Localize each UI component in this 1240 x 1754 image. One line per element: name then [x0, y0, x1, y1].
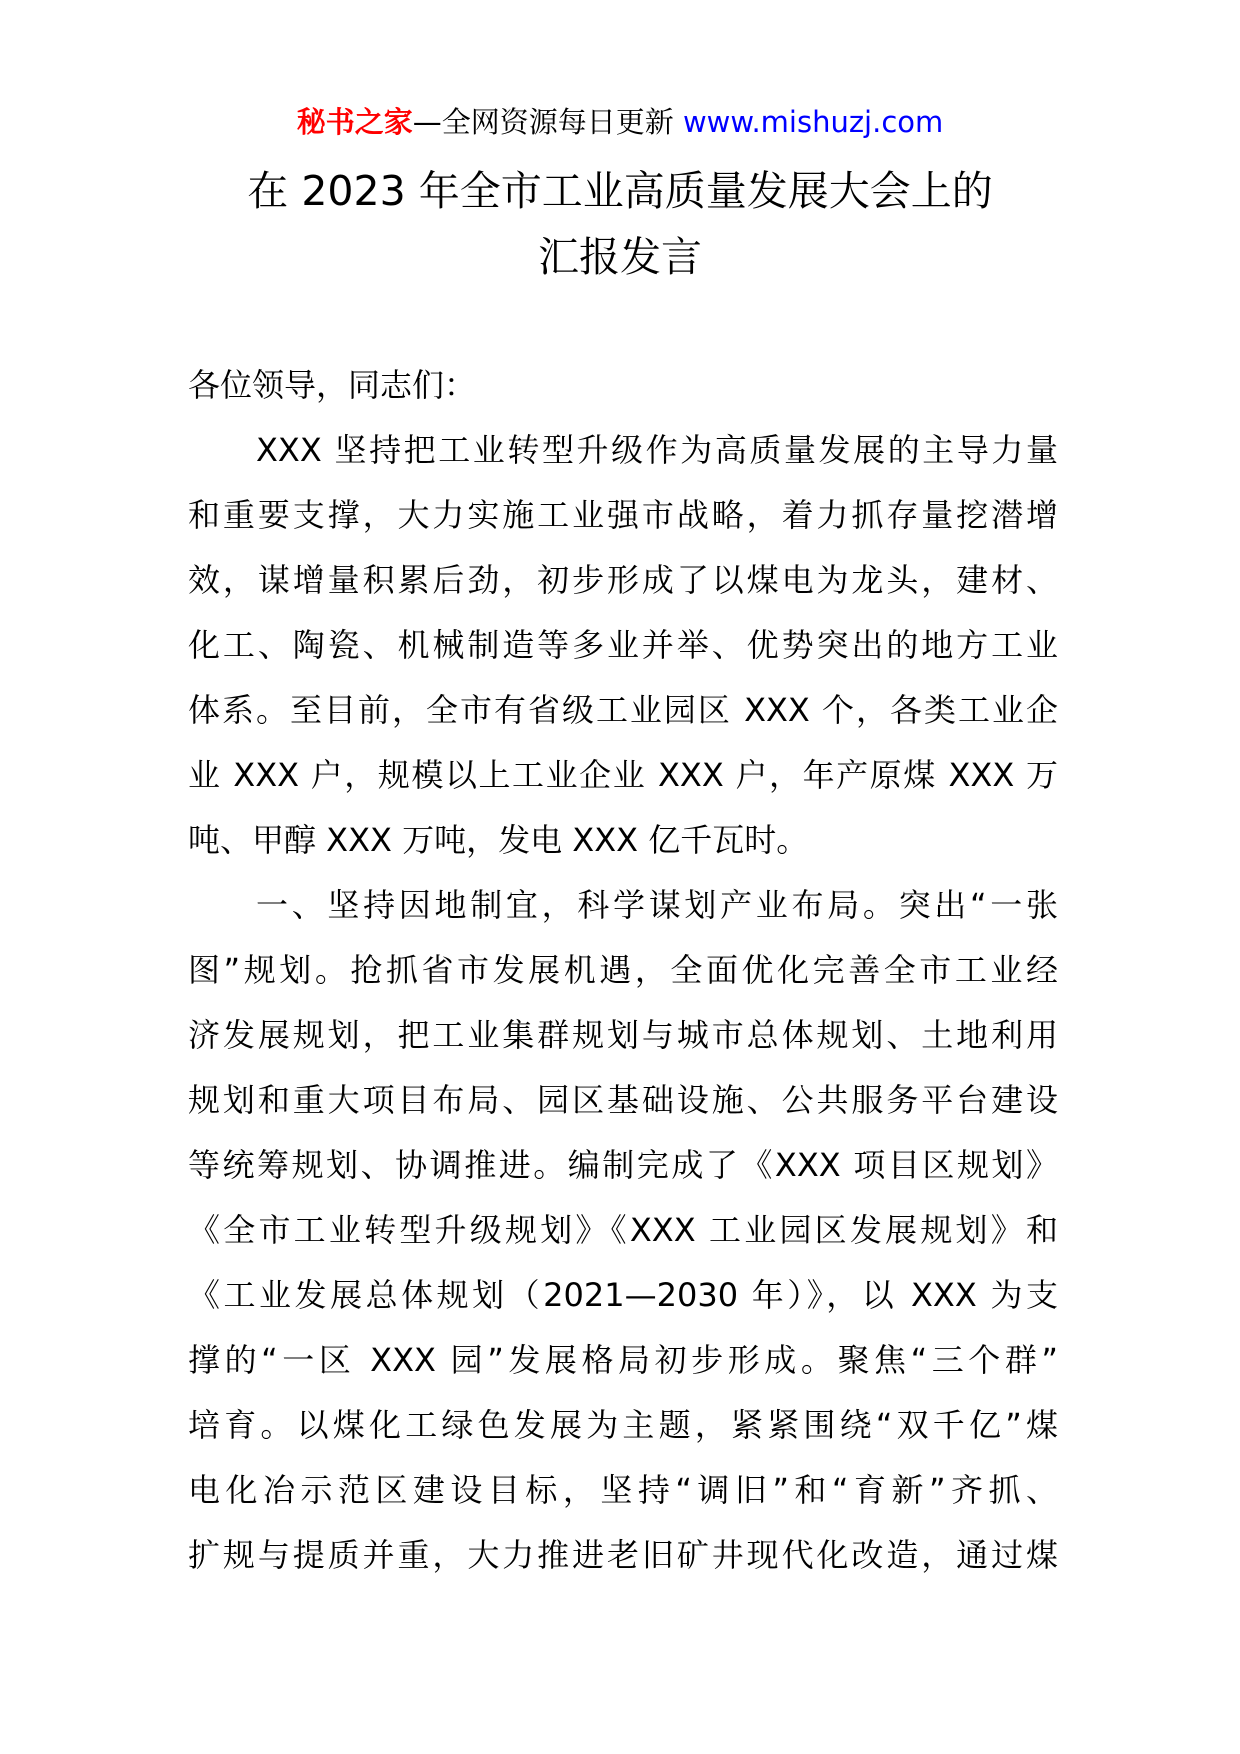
- body-line: 《全市工业转型升级规划》《XXX 工业园区发展规划》和: [188, 1211, 1058, 1249]
- body-line: 撑的“一区 XXX 园”发展格局初步形成。聚焦“三个群”: [188, 1341, 1058, 1379]
- body-line: 扩规与提质并重，大力推进老旧矿井现代化改造，通过煤: [188, 1536, 1058, 1574]
- title-line-1: 在 2023 年全市工业高质量发展大会上的: [247, 167, 993, 215]
- body-line: 培育。以煤化工绿色发展为主题，紧紧围绕“双千亿”煤: [188, 1406, 1058, 1444]
- title-line-2: 汇报发言: [538, 233, 702, 281]
- body-line: 《工业发展总体规划（2021—2030 年）》，以 XXX 为支: [188, 1276, 1058, 1314]
- section-heading-line: 一、坚持因地制宜，科学谋划产业布局。突出“一张: [256, 886, 1058, 924]
- body-line: 图”规划。抢抓省市发展机遇，全面优化完善全市工业经: [188, 951, 1058, 989]
- body-line: 等统筹规划、协调推进。编制完成了《XXX 项目区规划》: [188, 1146, 1058, 1184]
- body-line: 业 XXX 户，规模以上工业企业 XXX 户，年产原煤 XXX 万: [188, 756, 1058, 794]
- website-link[interactable]: www.mishuzj.com: [682, 105, 944, 139]
- document-title: [0, 158, 1240, 290]
- header-banner: [0, 102, 1240, 142]
- body-line: 规划和重大项目布局、园区基础设施、公共服务平台建设: [188, 1081, 1058, 1119]
- body-line: 济发展规划，把工业集群规划与城市总体规划、土地利用: [188, 1016, 1058, 1054]
- body-line: 化工、陶瓷、机械制造等多业并举、优势突出的地方工业: [188, 626, 1058, 664]
- body-line: 体系。至目前，全市有省级工业园区 XXX 个，各类工业企: [188, 691, 1058, 729]
- body-line: 效，谋增量积累后劲，初步形成了以煤电为龙头，建材、: [188, 561, 1058, 599]
- salutation: 各位领导，同志们：: [188, 366, 477, 404]
- body-line: XXX 坚持把工业转型升级作为高质量发展的主导力量: [256, 431, 1058, 469]
- brand-name: 秘书之家: [296, 105, 413, 139]
- header-slogan: —全网资源每日更新: [412, 105, 674, 139]
- body-line: 电化冶示范区建设目标，坚持“调旧”和“育新”齐抓、: [188, 1471, 1058, 1509]
- document-body: [188, 353, 1058, 1588]
- body-line: 吨、甲醇 XXX 万吨，发电 XXX 亿千瓦时。: [188, 821, 809, 859]
- body-line: 和重要支撑，大力实施工业强市战略，着力抓存量挖潜增: [188, 496, 1058, 534]
